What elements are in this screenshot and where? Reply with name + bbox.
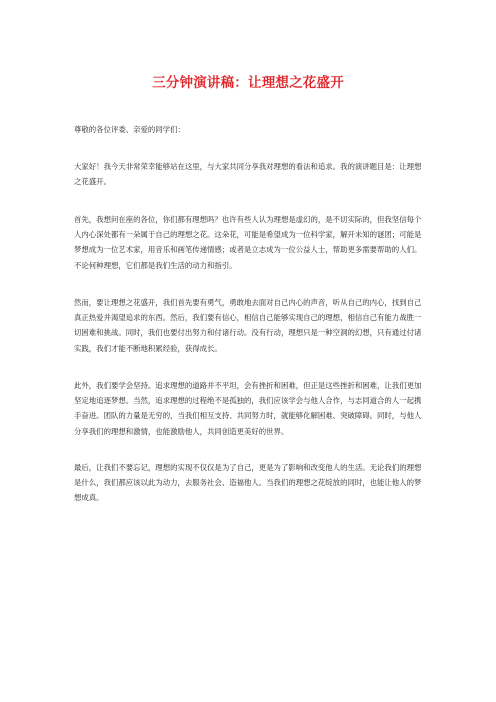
body-paragraph-3: 然而，要让理想之花盛开，我们首先要有勇气，勇敢地去面对自己内心的声音，听从自己的内心，找到自己真正热爱并渴望追求的东西。然后，我们要有信心，相信自己能够实现自己的理想，相信自己有能力战胜一切困难和挑战。同时，我们也要付出努力和付诸行动。没有行动，理想只是一种空洞的幻想，只有通过付诸实践，我们才能不断地积累经验，获得成长。 (74, 298, 422, 353)
body-paragraph-1: 大家好！我今天非常荣幸能够站在这里，与大家共同分享我对理想的看法和追求。我的演讲题目是：让理想之花盛开。 (74, 162, 422, 187)
body-paragraph-2: 首先，我想问在座的各位，你们都有理想吗？也许有些人认为理想是虚幻的，是不切实际的，但我坚信每个人内心深处都有一朵属于自己的理想之花。这朵花，可能是希望成为一位科学家，解开未知的谜团；可能是梦想成为一位艺术家，用音乐和画笔传递情感；或者是立志成为一位公益人士，帮助更多需要帮助的人们。不论何种理想，它们都是我们生活的动力和指引。 (74, 215, 422, 270)
document-title: 三分钟演讲稿：让理想之花盛开 (152, 75, 344, 91)
body-paragraph-5: 最后，让我们不要忘记，理想的实现不仅仅是为了自己，更是为了影响和改变他人的生活。无论我们的理想是什么，我们都应该以此为动力，去服务社会、造福他人。当我们的理想之花绽放的同时，也能让他人的梦想成真。 (74, 463, 422, 503)
greeting-paragraph: 尊敬的各位评委、亲爱的同学们： (74, 125, 185, 134)
body-paragraph-4: 此外，我们要学会坚持。追求理想的道路并不平坦，会有挫折和困难，但正是这些挫折和困难，让我们更加坚定地追逐梦想。当然，追求理想的过程绝不是孤独的，我们应该学会与他人合作，与志同道合的人一起携手奋进。团队的力量是无穷的，当我们相互支持、共同努力时，就能够化解困难、突破障碍。同时，与他人分享我们的理想和激情，也能激励他人，共同创造更美好的世界。 (74, 381, 422, 436)
